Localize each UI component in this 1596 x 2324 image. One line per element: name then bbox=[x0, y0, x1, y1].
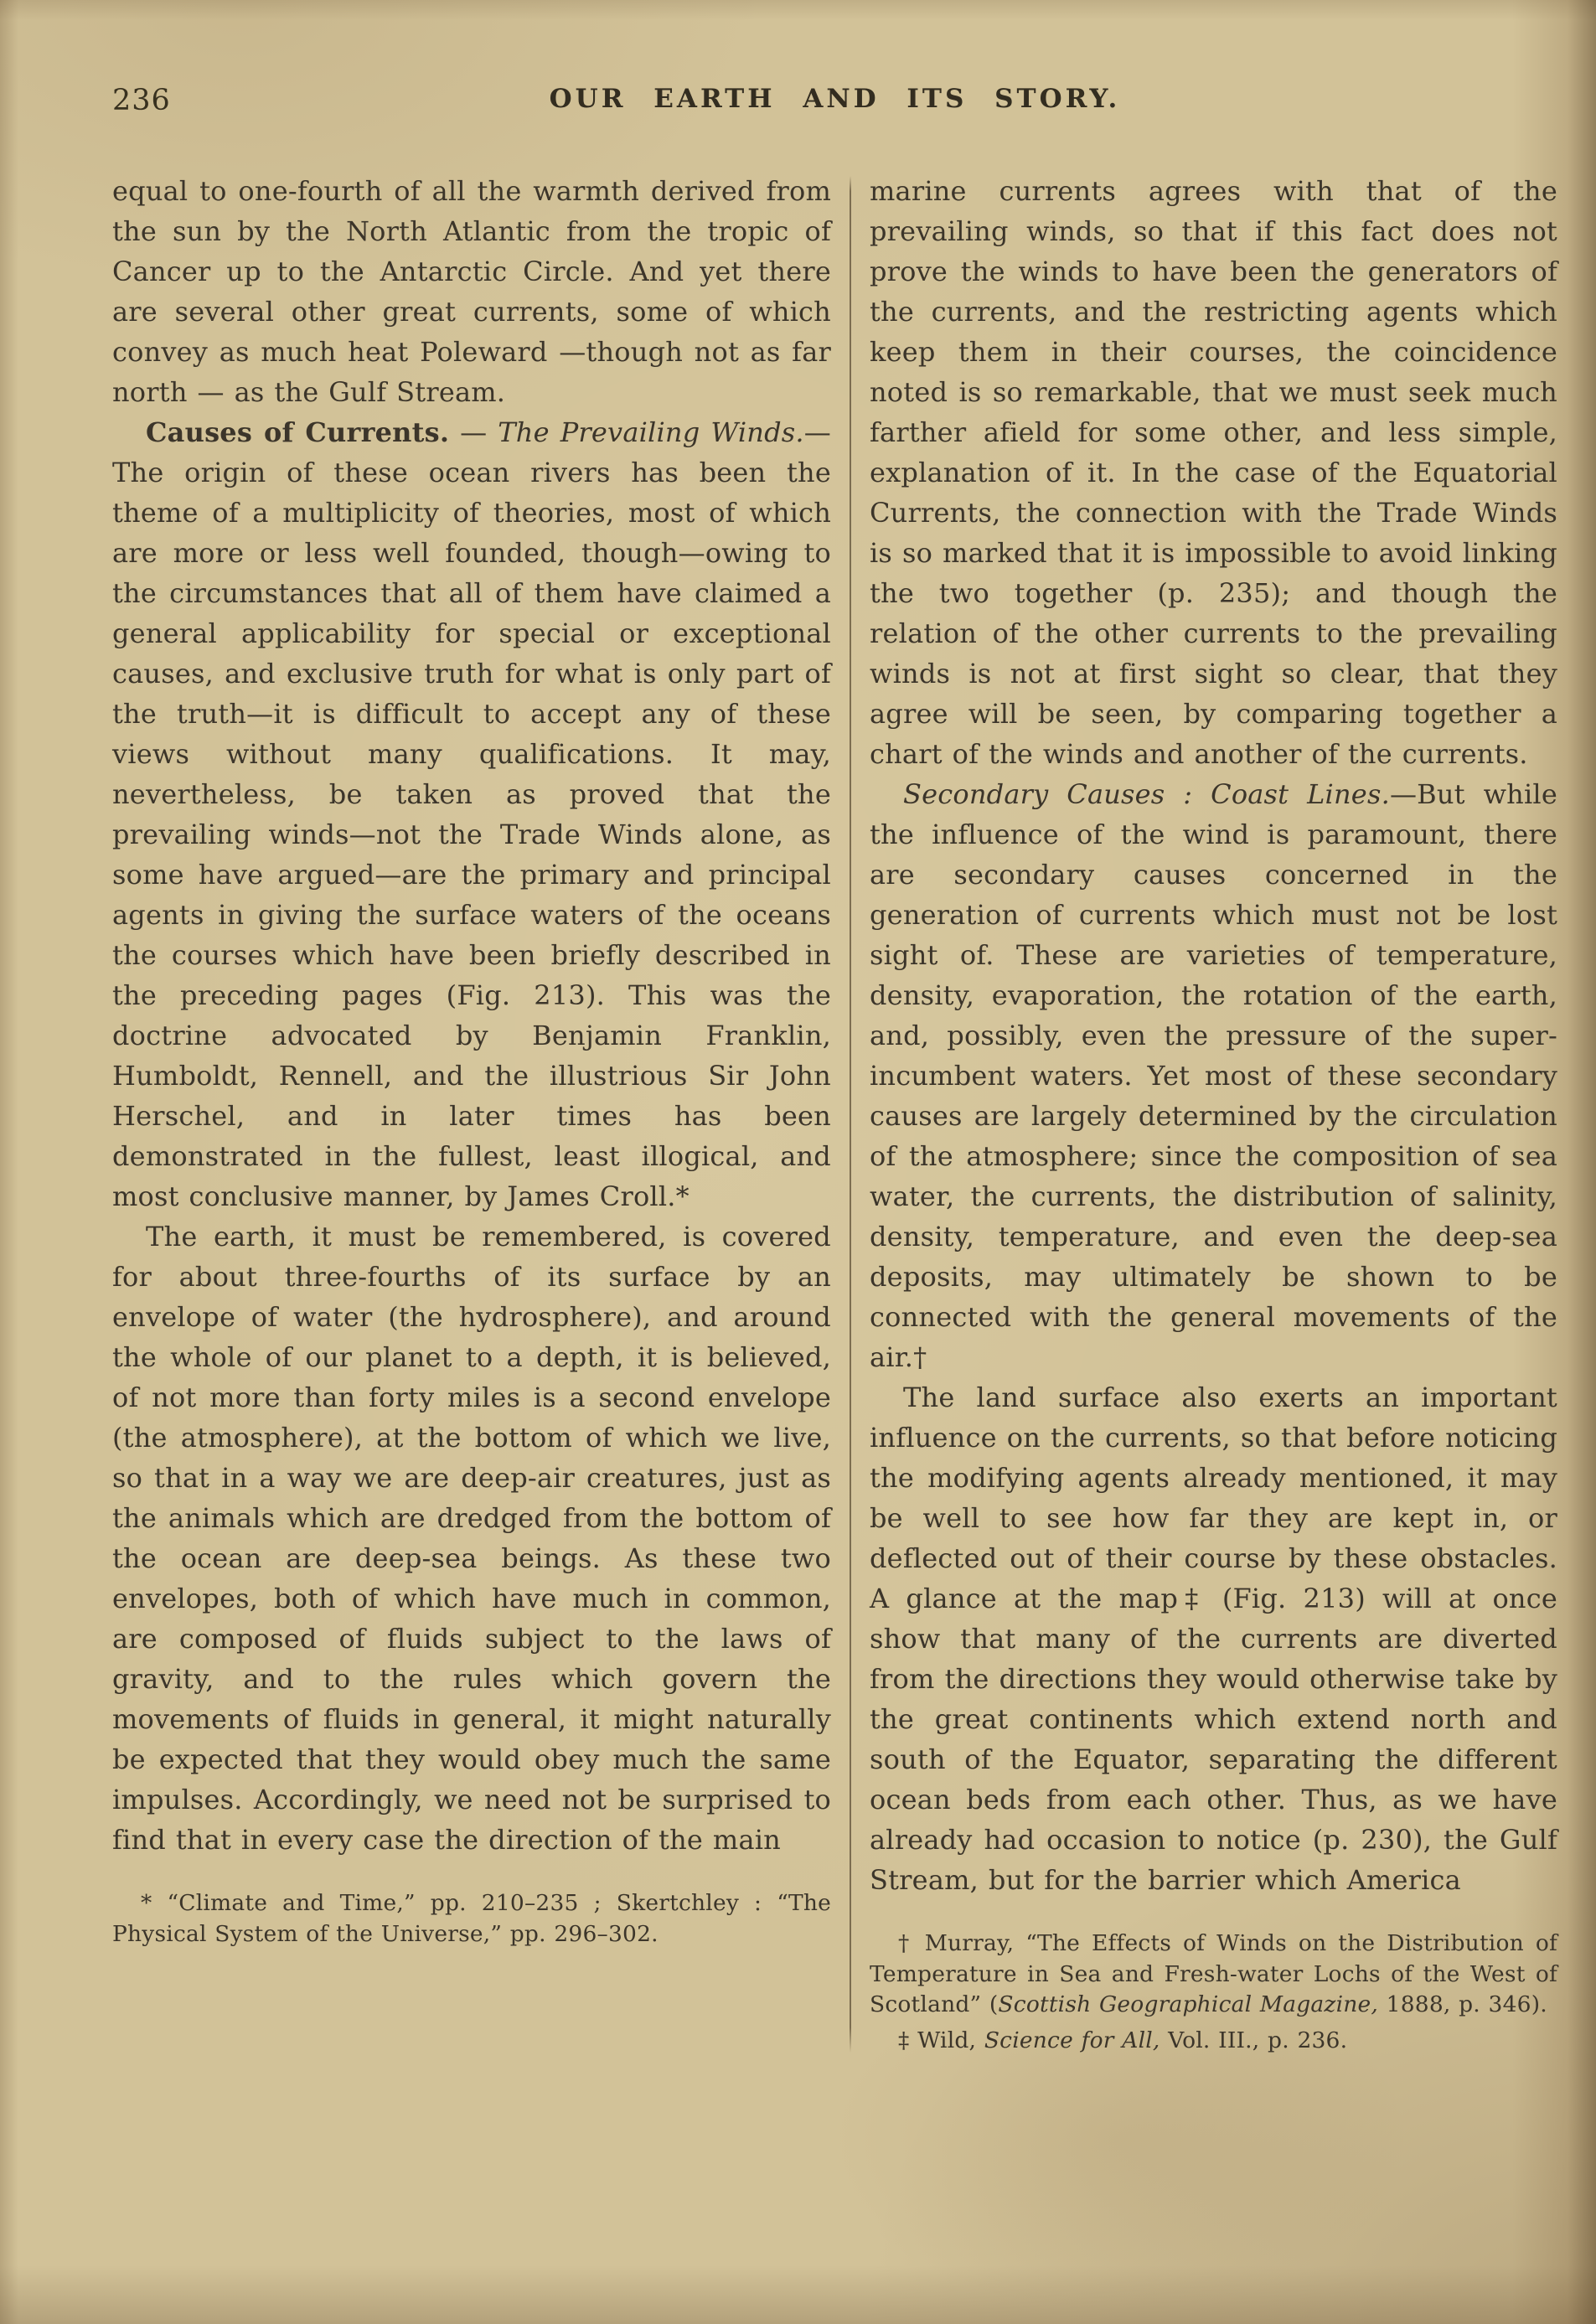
footnotes bbox=[112, 1888, 831, 1950]
running-title: OUR EARTH AND ITS STORY. bbox=[549, 84, 1121, 114]
text-columns bbox=[112, 171, 1557, 2061]
body-text: * “Climate and Time,” pp. 210–235 ; Skertchley : “The Physical System of the Universe,” pp. 296–302. bbox=[112, 1890, 831, 1947]
paragraph bbox=[870, 171, 1557, 774]
body-text: —But while the influence of the wind is paramount, there are secondary causes concerned in the generation of currents which must not be lost sight of. These are varieties of temperature, density, evaporation, the rotation of the earth, and, possibly, even the pressure of the super-incumbent waters. Yet most of these secondary causes are largely determined by the circulation of the atmosphere; since the composition of sea water, the currents, the distribution of salinity, density, temperature, and even the deep-sea deposits, may ultimately be shown to be connected with the general movements of the air.† bbox=[870, 778, 1557, 1373]
paragraph bbox=[870, 774, 1557, 1377]
column-divider bbox=[850, 176, 851, 2053]
body-text: † Murray, “The Effects of Winds on the Distribution of Temperature in Sea and Fresh-water Lochs of the West of Scotland” ( bbox=[870, 1930, 1557, 2018]
body-text: marine currents agrees with that of the prevailing winds, so that if this fact does not prove the winds to have been the generators of the currents, and the restricting agents which keep them in their courses, the coincidence noted is so remarkable, that we must seek much farther afield for some other, and less simple, explanation of it. In the case of the Equatorial Currents, the connection with the Trade Winds is so marked that it is impossible to avoid linking the two together (p. 235); and though the relation of the other currents to the prevailing winds is not at first sight so clear, that they agree will be seen, by comparing together a chart of the winds and another of the currents. bbox=[870, 175, 1557, 770]
footnote bbox=[112, 1888, 831, 1950]
left-column bbox=[112, 171, 831, 2061]
right-column bbox=[870, 171, 1557, 2061]
paragraph bbox=[112, 412, 831, 1216]
body-text: The earth, it must be remembered, is covered for about three-fourths of its surface by an envelope of water (the hydrosphere), and around the whole of our planet to a depth, it is believed, of not more than forty miles is a second envelope (the atmosphere), at the bottom of which we live, so that in a way we are deep-air creatures, just as the animals which are dredged from the bottom of the ocean are deep-sea beings. As these two envelopes, both of which have much in common, are composed of fluids subject to the laws of gravity, and to the rules which govern the movements of fluids in general, it might naturally be expected that they would obey much the same impulses. Accordingly, we need not be surprised to find that in every case the direction of the main bbox=[112, 1221, 831, 1856]
page-number: 236 bbox=[112, 84, 171, 117]
body-text: —The origin of these ocean rivers has been the theme of a multiplicity of theories, most of which are more or less well founded, though—owing to the circumstances that all of them have claimed a general applicability for special or exceptional causes, and exclusive truth for what is only part of the truth—it is difficult to accept any of these views without many qualifications. It may, nevertheless, be taken as proved that the prevailing winds—not the Trade Winds alone, as some have argued—are the primary and principal agents in giving the surface waters of the oceans the courses which have been briefly described in the preceding pages (Fig. 213). This was the doctrine advocated by Benjamin Franklin, Humboldt, Rennell, and the illustrious Sir John Herschel, and in later times has been demonstrated in the fullest, least illogical, and most conclusive manner, by James Croll.* bbox=[112, 416, 831, 1212]
italic-text: The Prevailing Winds. bbox=[498, 416, 804, 448]
footnotes bbox=[870, 1929, 1557, 2056]
footnote bbox=[870, 2026, 1557, 2057]
italic-text: Science for All, bbox=[984, 2027, 1160, 2053]
footnote bbox=[870, 1929, 1557, 2021]
italic-text: Secondary Causes : Coast Lines. bbox=[903, 778, 1390, 810]
italic-text: Scottish Geographical Magazine, bbox=[998, 1991, 1379, 2018]
body-text: ‡ Wild, bbox=[898, 2027, 984, 2053]
body-text: Vol. III., p. 236. bbox=[1160, 2027, 1348, 2053]
page-header bbox=[112, 84, 1557, 131]
paragraph bbox=[112, 1216, 831, 1860]
paragraph bbox=[870, 1377, 1557, 1900]
body-text: equal to one-fourth of all the warmth derived from the sun by the North Atlantic from the tropic of Cancer up to the Antarctic Circle. And yet there are several other great currents, some of which convey as much heat Poleward —though not as far north — as the Gulf Stream. bbox=[112, 175, 831, 408]
body-text: — bbox=[449, 416, 498, 448]
body-text: 1888, p. 346). bbox=[1378, 1991, 1547, 2018]
body-text: The land surface also exerts an important influence on the currents, so that before noticing the modifying agents already mentioned, it may be well to see how far they are kept in, or deflected out of their course by these obstacles. A glance at the map‡ (Fig. 213) will at once show that many of the currents are diverted from the directions they would otherwise take by the great continents which extend north and south of the Equator, separating the different ocean beds from each other. Thus, as we have already had occasion to notice (p. 230), the Gulf Stream, but for the barrier which America bbox=[870, 1381, 1557, 1896]
bold-text: Causes of Currents. bbox=[146, 416, 450, 448]
paragraph bbox=[112, 171, 831, 412]
